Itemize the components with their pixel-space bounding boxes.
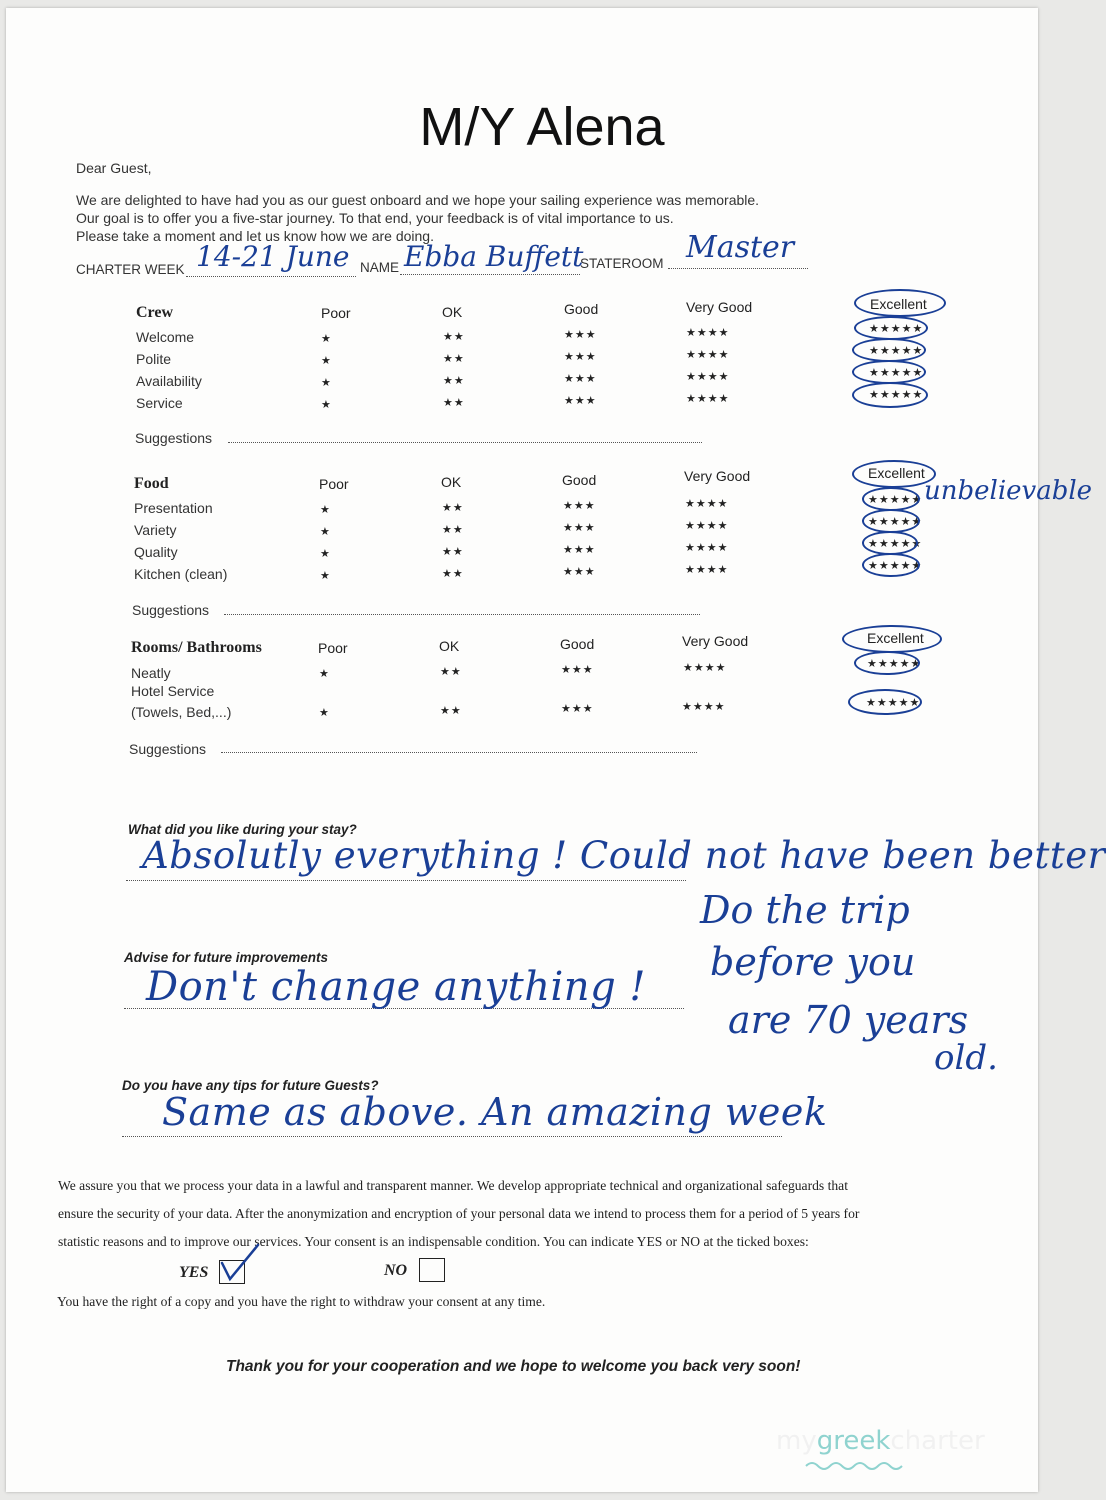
name-value[interactable]: Ebba Buffett	[404, 240, 584, 273]
food-star-4-excellent[interactable]: ★★★★★	[868, 560, 923, 572]
rooms-star-1-ok[interactable]: ★★	[440, 666, 462, 678]
feedback-form-page	[6, 8, 1106, 1492]
crew-star-4-poor[interactable]: ★	[321, 399, 332, 411]
intro-line-1: We are delighted to have had you as our guest onboard and we hope your sailing experience was memorable.	[76, 192, 760, 208]
rooms-star-2-verygood[interactable]: ★★★★	[682, 701, 726, 713]
crew-star-2-ok[interactable]: ★★	[443, 353, 465, 365]
food-item-variety: Variety	[134, 522, 177, 538]
name-line	[400, 274, 580, 275]
food-col-ok: OK	[441, 474, 462, 490]
waves-icon	[806, 1460, 906, 1472]
crew-star-1-ok[interactable]: ★★	[443, 331, 465, 343]
consent-no-checkbox[interactable]	[419, 1258, 445, 1282]
food-star-1-ok[interactable]: ★★	[442, 502, 464, 514]
rooms-star-1-good[interactable]: ★★★	[561, 664, 594, 676]
rooms-col-ok: OK	[439, 638, 460, 654]
side-note-line-3: are 70 years	[728, 998, 969, 1042]
food-item-presentation: Presentation	[134, 500, 213, 516]
rooms-item-towels: (Towels, Bed,...)	[131, 704, 232, 720]
crew-item-service: Service	[136, 395, 183, 411]
food-star-3-good[interactable]: ★★★	[563, 544, 596, 556]
food-circle-2	[862, 509, 923, 533]
crew-star-3-verygood[interactable]: ★★★★	[686, 371, 730, 383]
food-star-2-verygood[interactable]: ★★★★	[685, 520, 729, 532]
question-tips-label: Do you have any tips for future Guests?	[122, 1078, 379, 1093]
food-star-2-good[interactable]: ★★★	[563, 522, 596, 534]
food-star-2-excellent[interactable]: ★★★★★	[868, 516, 923, 528]
watermark-suffix: charter	[890, 1426, 985, 1456]
food-circle-1	[862, 487, 923, 511]
crew-item-polite: Polite	[136, 351, 172, 367]
food-item-kitchen: Kitchen (clean)	[134, 566, 228, 582]
food-star-4-poor[interactable]: ★	[320, 570, 331, 582]
food-star-1-excellent[interactable]: ★★★★★	[868, 494, 923, 506]
food-col-very-good: Very Good	[684, 468, 751, 484]
food-col-excellent: Excellent	[868, 465, 925, 481]
rooms-col-very-good: Very Good	[682, 633, 749, 649]
rooms-star-2-good[interactable]: ★★★	[561, 703, 594, 715]
rooms-suggestions-line[interactable]	[221, 752, 697, 753]
question-liked-line[interactable]	[126, 880, 686, 881]
watermark-middle: greek	[816, 1426, 891, 1456]
stateroom-line	[668, 268, 808, 269]
food-star-3-verygood[interactable]: ★★★★	[685, 542, 729, 554]
food-circle-4	[862, 553, 923, 577]
crew-star-1-good[interactable]: ★★★	[564, 329, 597, 341]
crew-circle-3	[852, 360, 926, 384]
crew-star-3-poor[interactable]: ★	[321, 377, 332, 389]
food-star-1-good[interactable]: ★★★	[563, 500, 596, 512]
crew-circle-1	[854, 316, 928, 340]
rooms-star-1-verygood[interactable]: ★★★★	[683, 662, 727, 674]
food-circle-3	[862, 531, 918, 555]
food-col-good: Good	[562, 472, 597, 488]
rooms-star-2-ok[interactable]: ★★	[440, 705, 462, 717]
crew-star-4-excellent[interactable]: ★★★★★	[869, 389, 924, 401]
name-label: NAME	[360, 260, 400, 275]
charter-week-line	[186, 276, 356, 277]
food-star-3-poor[interactable]: ★	[320, 548, 331, 560]
stateroom-value[interactable]: Master	[686, 230, 795, 265]
consent-rights: You have the right of a copy and you have the right to withdraw your consent at any time.	[57, 1294, 546, 1309]
food-star-4-ok[interactable]: ★★	[442, 568, 464, 580]
side-note-line-1: Do the trip	[700, 888, 910, 932]
rooms-item-hotel-service: Hotel Service	[131, 683, 215, 699]
rooms-circle-2	[848, 689, 922, 715]
closing-message: Thank you for your cooperation and we hope to welcome you back very soon!	[226, 1358, 801, 1375]
crew-col-excellent: Excellent	[870, 296, 927, 312]
rooms-star-2-excellent[interactable]: ★★★★★	[866, 697, 921, 709]
question-improve-label: Advise for future improvements	[124, 950, 329, 965]
crew-star-1-excellent[interactable]: ★★★★★	[869, 323, 924, 335]
rooms-col-good: Good	[560, 636, 595, 652]
food-star-2-poor[interactable]: ★	[320, 526, 331, 538]
consent-yes-checkbox[interactable]	[219, 1260, 245, 1284]
charter-week-value[interactable]: 14-21 June	[196, 240, 350, 273]
food-suggestions-label: Suggestions	[132, 602, 210, 618]
rooms-suggestions-label: Suggestions	[129, 741, 207, 757]
consent-line-3: statistic reasons and to improve our services. Your consent is an indispensable condition. You can indicate YES or NO at the ticked boxes:	[58, 1234, 809, 1249]
rooms-item-neatly: Neatly	[131, 665, 171, 681]
intro-line-2: Our goal is to offer you a five-star journey. To that end, your feedback is of vital importance to us.	[76, 210, 674, 226]
consent-yes-label: YES	[179, 1264, 209, 1281]
watermark-logo	[776, 1426, 985, 1456]
rooms-circle-1	[854, 651, 920, 675]
greeting: Dear Guest,	[76, 160, 152, 176]
crew-star-3-good[interactable]: ★★★	[564, 373, 597, 385]
food-star-1-verygood[interactable]: ★★★★	[685, 498, 729, 510]
food-suggestions-line[interactable]	[224, 614, 700, 615]
watermark-prefix: my	[776, 1426, 817, 1456]
rooms-excellent-circle	[842, 625, 942, 653]
food-star-4-good[interactable]: ★★★	[563, 566, 596, 578]
food-star-3-ok[interactable]: ★★	[442, 546, 464, 558]
crew-star-3-ok[interactable]: ★★	[443, 375, 465, 387]
question-improve-answer[interactable]: Don't change anything !	[146, 964, 646, 1010]
side-note-line-4: old.	[934, 1038, 998, 1078]
rooms-col-excellent: Excellent	[867, 630, 924, 646]
crew-star-2-excellent[interactable]: ★★★★★	[869, 345, 924, 357]
crew-star-1-verygood[interactable]: ★★★★	[686, 327, 730, 339]
consent-line-1: We assure you that we process your data in a lawful and transparent manner. We develop appropriate technical and organizational safeguards that	[58, 1178, 848, 1193]
charter-week-label: CHARTER WEEK	[76, 262, 185, 277]
check-mark-icon	[218, 1249, 262, 1283]
food-star-1-poor[interactable]: ★	[320, 504, 331, 516]
crew-circle-4	[852, 382, 928, 408]
crew-star-2-verygood[interactable]: ★★★★	[686, 349, 730, 361]
crew-star-4-good[interactable]: ★★★	[564, 395, 597, 407]
crew-col-very-good: Very Good	[686, 299, 753, 315]
rooms-star-2-poor[interactable]: ★	[319, 707, 330, 719]
crew-star-1-poor[interactable]: ★	[321, 333, 332, 345]
rooms-heading: Rooms/ Bathrooms	[131, 639, 262, 656]
crew-star-4-ok[interactable]: ★★	[443, 397, 465, 409]
side-note-line-2: before you	[710, 940, 916, 984]
question-tips-answer[interactable]: Same as above. An amazing week	[162, 1090, 828, 1134]
crew-suggestions-label: Suggestions	[135, 430, 213, 446]
food-col-poor: Poor	[319, 476, 349, 492]
food-item-quality: Quality	[134, 544, 178, 560]
crew-item-welcome: Welcome	[136, 329, 195, 345]
crew-star-2-good[interactable]: ★★★	[564, 351, 597, 363]
crew-suggestions-line[interactable]	[228, 442, 702, 443]
rooms-star-1-poor[interactable]: ★	[319, 668, 330, 680]
crew-star-4-verygood[interactable]: ★★★★	[686, 393, 730, 405]
crew-heading: Crew	[136, 304, 174, 321]
crew-star-2-poor[interactable]: ★	[321, 355, 332, 367]
consent-line-2: ensure the security of your data. After the anonymization and encryption of your personal data we intend to process them for a period of 5 years for	[58, 1206, 860, 1221]
question-liked-label: What did you like during your stay?	[128, 822, 357, 837]
crew-star-3-excellent[interactable]: ★★★★★	[869, 367, 924, 379]
yacht-title: M/Y Alena	[419, 97, 665, 157]
consent-no-label: NO	[384, 1262, 408, 1279]
food-star-2-ok[interactable]: ★★	[442, 524, 464, 536]
crew-col-good: Good	[564, 301, 599, 317]
food-star-4-verygood[interactable]: ★★★★	[685, 564, 729, 576]
question-liked-answer[interactable]: Absolutly everything ! Could not have been better	[142, 834, 1106, 877]
crew-circle-2	[852, 338, 926, 362]
rooms-col-poor: Poor	[318, 640, 348, 656]
question-tips-line[interactable]	[122, 1136, 782, 1137]
crew-col-poor: Poor	[321, 305, 351, 321]
crew-col-ok: OK	[442, 304, 463, 320]
food-heading: Food	[134, 475, 169, 492]
crew-item-availability: Availability	[136, 373, 202, 389]
food-star-3-excellent[interactable]: ★★★★★	[868, 538, 923, 550]
crew-excellent-circle	[854, 289, 946, 317]
rooms-star-1-excellent[interactable]: ★★★★★	[867, 658, 922, 670]
stateroom-label: STATEROOM	[580, 256, 664, 271]
food-note: unbelievable	[924, 476, 1093, 506]
intro-line-3: Please take a moment and let us know how we are doing.	[76, 228, 434, 244]
